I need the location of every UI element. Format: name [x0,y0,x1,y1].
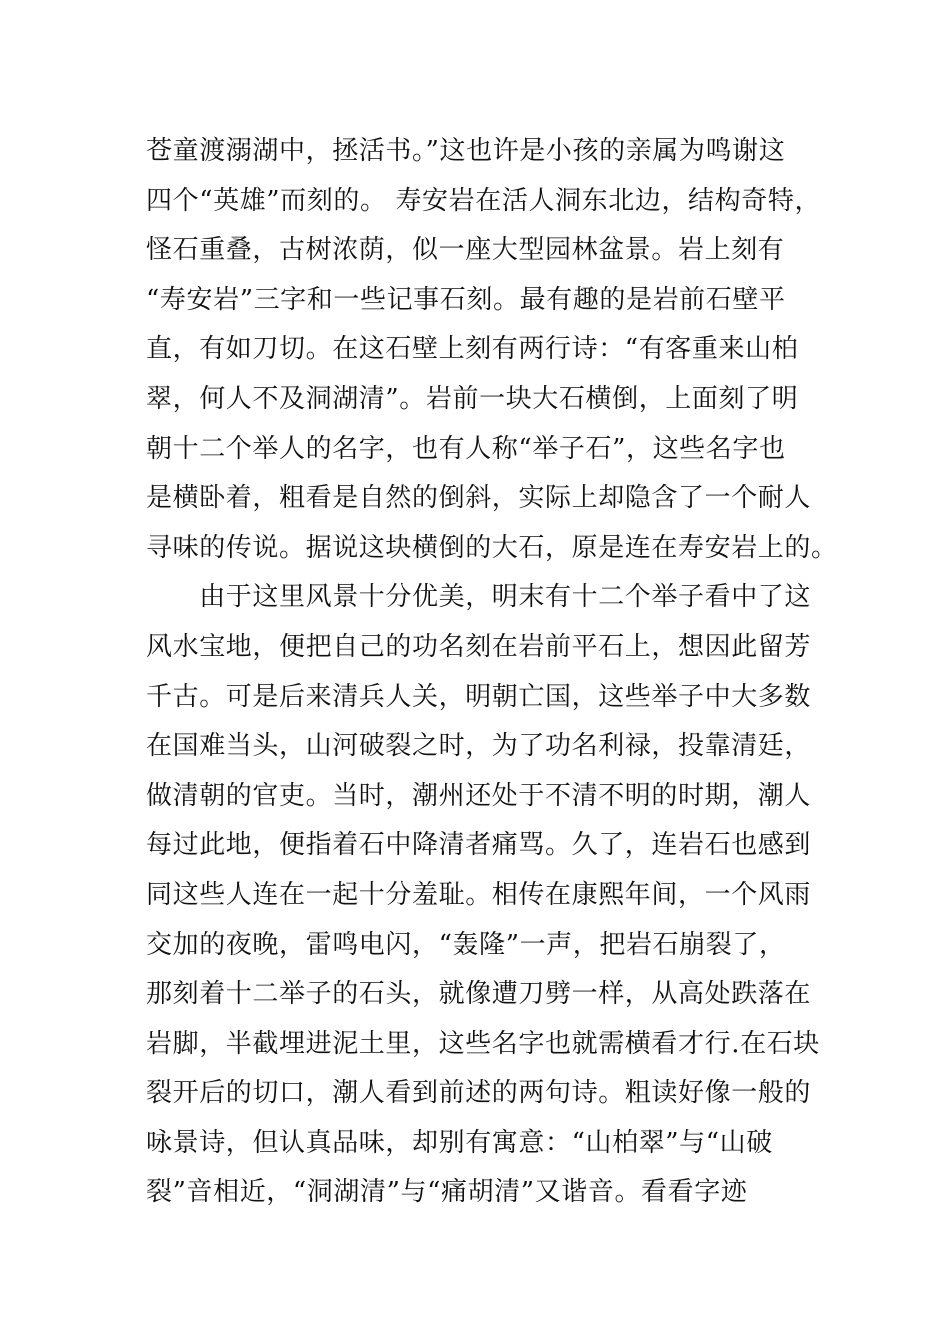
text-line: 每过此地，便指着石中降清者痛骂。久了，连岩石也感到 [146,830,812,861]
text-line: 朝十二个举人的名字，也有人称“举子石”，这些名字也 [146,433,786,464]
text-line: 四个“英雄”而刻的。 寿安岩在活人洞东北边，结构奇特， [146,185,822,216]
text-line: 同这些人连在一起十分羞耻。相传在康熙年间，一个风雨 [146,879,812,910]
text-line: 做清朝的官吏。当时，潮州还处于不清不明的时期，潮人 [146,780,812,811]
text-line: 在国难当头，山河破裂之时，为了功名利禄，投靠清廷， [146,731,812,762]
text-line: 裂”音相近，“洞湖清”与“痛胡清”又谐音。看看字迹 [146,1177,748,1208]
text-line: 直，有如刀切。在这石壁上刻有两行诗：“有客重来山柏 [146,334,799,365]
text-line: 风水宝地，便把自己的功名刻在岩前平石上，想因此留芳 [146,631,812,662]
text-line: 苍童渡溺湖中，拯活书。”这也许是小孩的亲属为鸣谢这 [146,136,786,166]
text-line: 是横卧着，粗看是自然的倒斜，实际上却隐含了一个耐人 [146,483,812,514]
text-line: 那刻着十二举子的石头，就像遭刀劈一样，从高处跌落在 [146,979,812,1010]
text-line: 怪石重叠，古树浓荫，似一座大型园林盆景。岩上刻有 [146,235,785,266]
text-line: 交加的夜晚，雷鸣电闪，“轰隆”一声，把岩石崩裂了， [146,929,786,960]
text-line: 翠，何人不及洞湖清”。岩前一块大石横倒，上面刻了明 [146,383,799,414]
text-line: 千古。可是后来清兵人关，明朝亡国，这些举子中大多数 [146,681,812,712]
text-line: 寻味的传说。据说这块横倒的大石，原是连在寿安岩上的。 [146,532,838,563]
text-line: 裂开后的切口，潮人看到前述的两句诗。粗读好像一般的 [146,1078,812,1109]
body-text [146,127,846,1218]
paragraph-start-line: 由于这里风景十分优美，明末有十二个举子看中了这 [146,582,812,613]
text-line: 岩脚，半截埋进泥土里，这些名字也就需横看才行.在石块 [146,1028,820,1059]
text-line: “寿安岩”三字和一些记事石刻。最有趣的是岩前石壁平 [146,284,786,315]
text-line: 咏景诗，但认真品味，却别有寓意：“山柏翠”与“山破 [146,1127,773,1158]
